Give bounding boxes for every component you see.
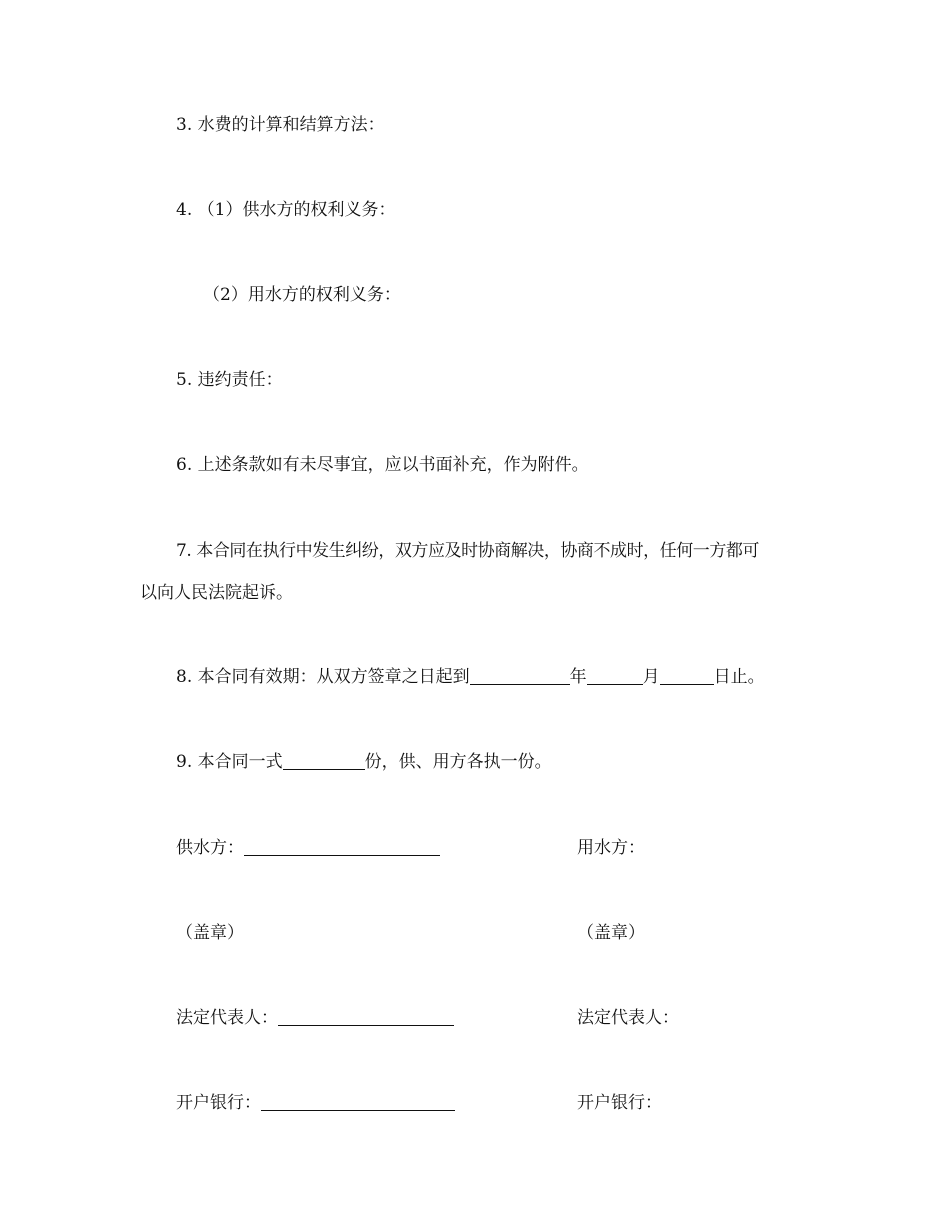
clause-8-suffix: 日止。 xyxy=(713,667,765,687)
clause-8 xyxy=(176,665,765,689)
supplier-blank[interactable] xyxy=(244,837,440,856)
seal-left: （盖章） xyxy=(176,923,244,943)
clause-6: 6. 上述条款如有未尽事宜，应以书面补充，作为附件。 xyxy=(176,455,589,475)
clause-4-2: （2）用水方的权利义务： xyxy=(203,285,401,305)
user-label: 用水方： xyxy=(577,838,645,858)
bank-right-label: 开户银行： xyxy=(577,1093,662,1113)
clause-9-suffix: 份，供、用方各执一份。 xyxy=(364,752,552,772)
bank-left-row xyxy=(176,1091,455,1115)
supplier-row xyxy=(176,836,440,860)
clause-8-prefix: 8. 本合同有效期：从双方签章之日起到 xyxy=(176,667,470,687)
supplier-label: 供水方： xyxy=(176,838,244,858)
legal-rep-left-label: 法定代表人： xyxy=(176,1008,278,1028)
month-label: 月 xyxy=(642,667,660,687)
clause-7-line-1: 7. 本合同在执行中发生纠纷，双方应及时协商解决，协商不成时，任何一方都可 xyxy=(176,541,759,561)
day-blank[interactable] xyxy=(660,666,714,685)
bank-left-label: 开户银行： xyxy=(176,1093,261,1113)
legal-rep-right-label: 法定代表人： xyxy=(577,1008,679,1028)
month-blank[interactable] xyxy=(587,666,643,685)
year-blank[interactable] xyxy=(470,666,570,685)
copies-blank[interactable] xyxy=(283,751,365,770)
year-label: 年 xyxy=(569,667,587,687)
legal-rep-left-blank[interactable] xyxy=(278,1007,454,1026)
clause-7-line-2: 以向人民法院起诉。 xyxy=(140,583,293,603)
seal-right: （盖章） xyxy=(577,923,645,943)
clause-9-prefix: 9. 本合同一式 xyxy=(176,752,283,772)
clause-9 xyxy=(176,750,552,774)
clause-4-1: 4. （1）供水方的权利义务： xyxy=(176,200,396,220)
clause-3: 3. 水费的计算和结算方法： xyxy=(176,115,385,135)
bank-left-blank[interactable] xyxy=(261,1092,455,1111)
clause-5: 5. 违约责任： xyxy=(176,370,283,390)
legal-rep-left-row xyxy=(176,1006,454,1030)
